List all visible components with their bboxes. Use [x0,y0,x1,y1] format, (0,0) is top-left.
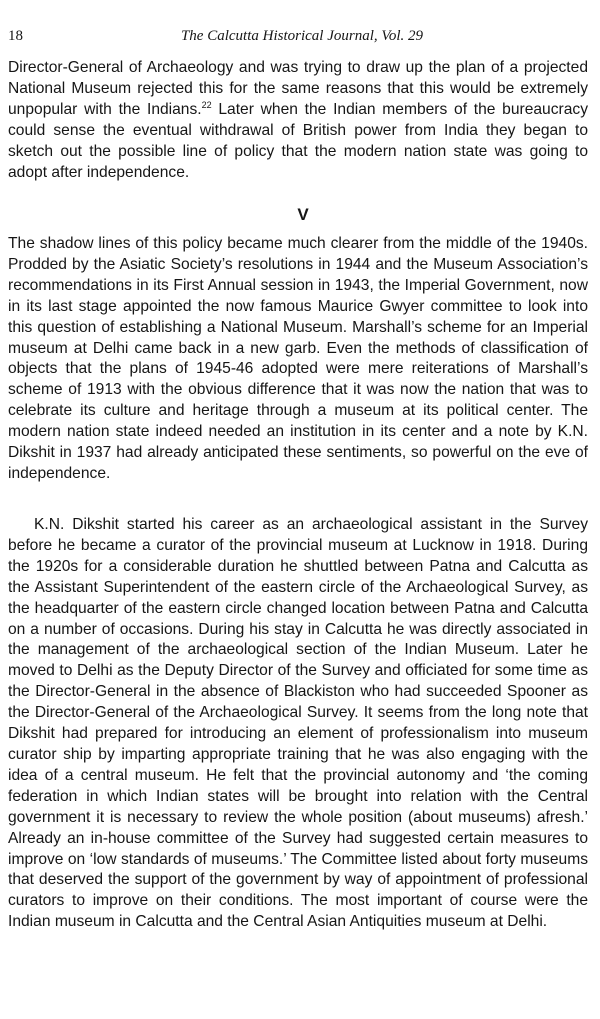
paragraph-3: K.N. Dikshit started his career as an archaeological assistant in the Survey before he became a curator of the provincial museum at Lucknow in 1918. During the 1920s for a considerable duration he shuttled between Patna and Calcutta as the Assistant Superintendent of the eastern circle of the Archaeological Survey, as the headquarter of the eastern circle changed location between Patna and Calcutta on a number of occasions. During his stay in Calcutta he was directly associated in the management of the archaeological section of the Indian Museum. Later he moved to Delhi as the Deputy Director of the Survey and officiated for some time as the Director-General in the absence of Blackiston who had succeeded Spooner as the Director-General of the Archaeological Survey. It seems from the long note that Dikshit had prepared for introducing an element of professionalism into museum curator ship by imparting appropriate training that he was also engaging with the idea of a central museum. He felt that the provincial autonomy and ‘the coming federation in which Indian states will be brought into relation with the Central government it is necessary to review the whole position (about museums) afresh.’ Already an in-house committee of the Survey had suggested certain measures to improve on ‘low standards of museums.’ The Committee listed about forty museums that deserved the support of the government by way of appointment of professional curators to improve on their conditions. The most important of course were the Indian museum in Calcutta and the Central Asian Antiquities museum at Delhi. [8,516,588,931]
section-heading: V [297,205,309,224]
paragraph-1-text-continued: Later when the Indian members of the bureaucracy could sense the eventual withdrawal of British power from India they began to sketch out the possible line of policy that the modern nation state was going to adopt after independence. [8,100,588,181]
paragraph-1-text: Director-General of Archaeology and was trying to draw up the plan of a projected National Museum rejected this for the same reasons that this would be extremely unpopular with the Indians. [8,59,588,118]
running-head [0,26,600,46]
footnote-reference[interactable]: 22 [201,99,212,110]
paragraph-1 [8,58,588,183]
page-number: 18 [8,28,23,44]
journal-title: The Calcutta Historical Journal, Vol. 29 [180,28,424,44]
paragraph-2: The shadow lines of this policy became much clearer from the middle of the 1940s. Prodded by the Asiatic Society’s resolutions in 1944 and the Museum Association’s recommendations in its First Annual session in 1943, the Imperial Government, now in its last stage appointed the now famous Maurice Gwyer committee to look into this question of establishing a National Museum. Marshall’s scheme for an Imperial museum at Delhi came back in a new garb. Even the methods of classification of objects that the plans of 1945-46 adopted were mere reiterations of Marshall’s scheme of 1913 with the obvious difference that it was now the nation that was to celebrate its culture and heritage through a museum at its political center. The modern nation state indeed needed an institution in its center and a note by K.N. Dikshit in 1937 had already anticipated these sentiments, so powerful on the eve of independence. [8,235,588,482]
